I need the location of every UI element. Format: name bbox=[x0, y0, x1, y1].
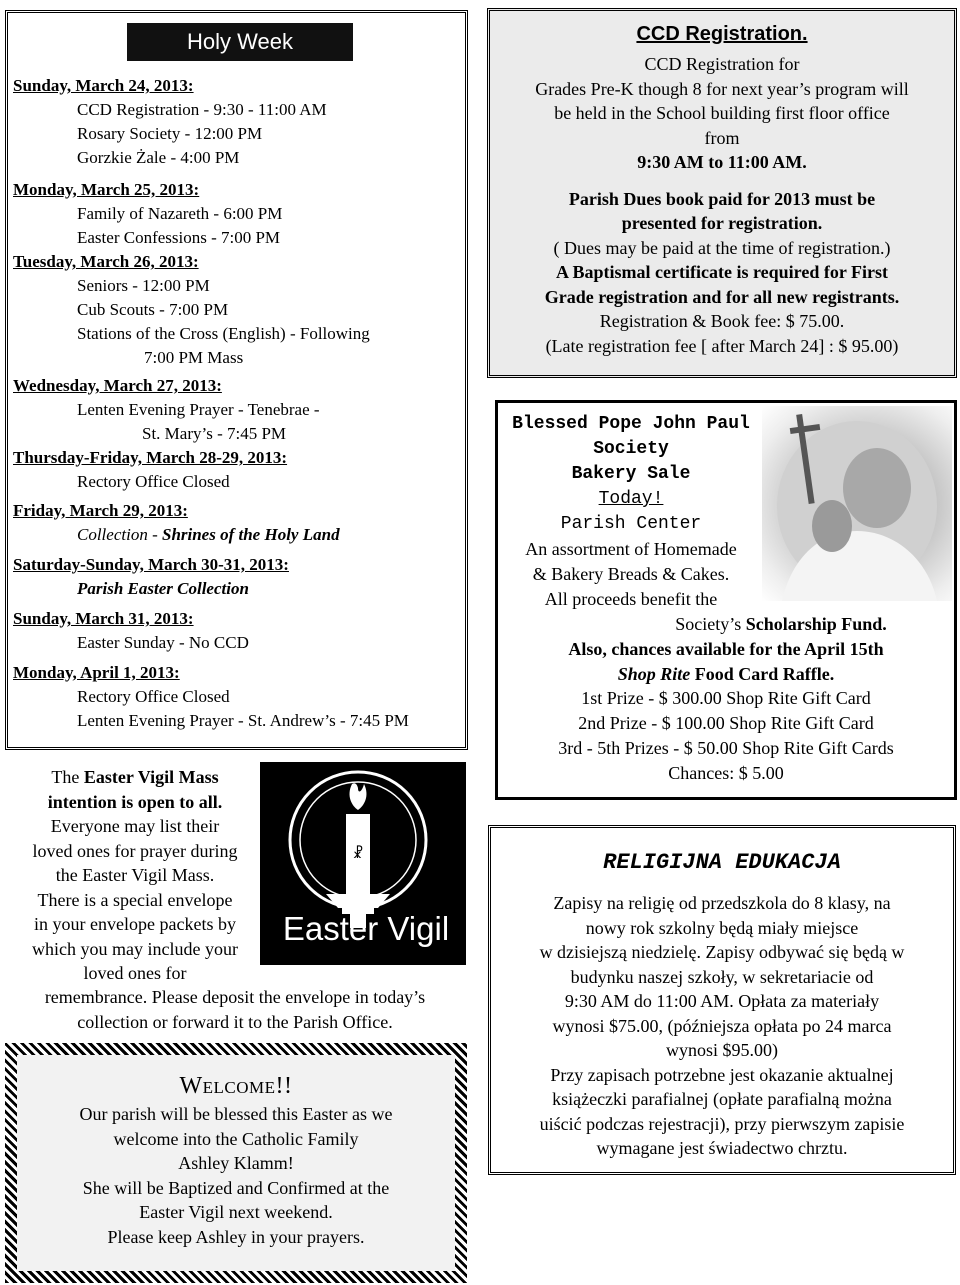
vigil-line: The bbox=[51, 767, 84, 787]
pope-photo bbox=[762, 406, 952, 601]
vigil-line-bold: Easter Vigil Mass bbox=[83, 767, 219, 787]
vigil-line: which you may include your bbox=[32, 938, 238, 959]
schedule-item: Gorzkie Żale - 4:00 PM bbox=[77, 148, 240, 167]
bakery-title bbox=[500, 412, 762, 486]
bakery-desc-line: An assortment of Homemade bbox=[525, 539, 737, 559]
polish-line: wymagane jest świadectwo chrztu. bbox=[596, 1138, 848, 1158]
schedule-monday-apr1 bbox=[13, 661, 463, 733]
welcome-line: Ashley Klamm! bbox=[178, 1153, 294, 1173]
polish-line: nowy rok szkolny będą miały miejsce bbox=[585, 917, 859, 938]
ccd-time: 9:30 AM to 11:00 AM. bbox=[637, 152, 807, 172]
polish-line: Przy zapisach potrzebne jest okazanie aktualnej bbox=[550, 1064, 894, 1085]
bakery-raffle-line: Also, chances available for the April 15th bbox=[568, 638, 884, 659]
easter-vigil-graphic bbox=[260, 762, 466, 965]
ccd-title: CCD Registration. bbox=[636, 23, 808, 45]
pope-portrait-icon bbox=[762, 406, 952, 601]
bakery-prize: 3rd - 5th Prizes - $ 50.00 Shop Rite Gift Cards bbox=[558, 737, 894, 758]
ccd-dues-note: ( Dues may be paid at the time of registration.) bbox=[553, 237, 891, 258]
svg-text:☧: ☧ bbox=[352, 846, 364, 862]
ccd-line: Grades Pre-K though 8 for next year’s program will bbox=[535, 78, 909, 99]
schedule-item: Stations of the Cross (English) - Following bbox=[77, 324, 370, 343]
bakery-raffle-line: Food Card Raffle. bbox=[690, 663, 835, 684]
welcome-line: welcome into the Catholic Family bbox=[113, 1128, 359, 1149]
bakery-place: Parish Center bbox=[560, 513, 702, 534]
schedule-date: Friday, March 29, 2013: bbox=[13, 501, 188, 520]
schedule-item: Parish Easter Collection bbox=[77, 579, 249, 598]
collection-name: Shrines of the Holy Land bbox=[161, 525, 340, 544]
polish-line: 9:30 AM do 11:00 AM. Opłata za materiały bbox=[564, 991, 880, 1011]
bakery-chances: Chances: $ 5.00 bbox=[668, 762, 784, 783]
bakery-prize: 1st Prize - $ 300.00 Shop Rite Gift Card bbox=[581, 688, 871, 709]
welcome-line: Easter Vigil next weekend. bbox=[139, 1202, 333, 1222]
ccd-baptism: Grade registration and for all new registrants. bbox=[544, 286, 900, 307]
schedule-date: Monday, March 25, 2013: bbox=[13, 180, 200, 199]
schedule-sunday-mar24 bbox=[13, 74, 463, 170]
polish-line: Zapisy na religię od przedszkola do 8 klasy, na bbox=[553, 893, 891, 913]
ccd-baptism: A Baptismal certificate is required for First bbox=[556, 262, 888, 282]
schedule-saturday-sunday bbox=[13, 553, 463, 601]
ccd-dues: presented for registration. bbox=[621, 213, 823, 233]
welcome-box bbox=[5, 1043, 467, 1283]
ccd-registration-box bbox=[487, 8, 957, 378]
schedule-date: Tuesday, March 26, 2013: bbox=[13, 252, 199, 271]
schedule-date: Sunday, March 31, 2013: bbox=[13, 609, 194, 628]
schedule-date: Sunday, March 24, 2013: bbox=[13, 76, 194, 95]
vigil-line: the Easter Vigil Mass. bbox=[55, 865, 215, 885]
vigil-line: loved ones for bbox=[83, 963, 187, 983]
schedule-item: Lenten Evening Prayer - St. Andrew’s - 7:45 PM bbox=[77, 711, 409, 730]
ccd-late-fee: (Late registration fee [ after March 24] : $ 95.00) bbox=[545, 335, 899, 356]
polish-line: książeczki parafialnej (opłate parafialną można bbox=[552, 1089, 892, 1109]
ccd-dues: Parish Dues book paid for 2013 must be bbox=[568, 188, 876, 209]
vigil-line: remembrance. Please deposit the envelope in today’s bbox=[44, 987, 426, 1007]
bakery-when-where bbox=[500, 487, 762, 537]
easter-vigil-notice bbox=[5, 765, 265, 986]
religious-education-title: RELIGIJNA EDUKACJA bbox=[603, 850, 841, 875]
schedule-thursday-friday bbox=[13, 446, 463, 494]
collection-label: Collection - bbox=[77, 525, 162, 544]
bakery-today: Today! bbox=[598, 489, 664, 509]
schedule-item: Cub Scouts - 7:00 PM bbox=[77, 300, 229, 319]
vigil-line: Everyone may list their bbox=[50, 816, 220, 836]
welcome-body bbox=[17, 1102, 455, 1249]
schedule-sunday-mar31 bbox=[13, 607, 463, 655]
schedule-item: 7:00 PM Mass bbox=[144, 348, 244, 367]
schedule-item: Lenten Evening Prayer - Tenebrae - bbox=[77, 400, 320, 419]
polish-line: w dzisiejszą niedzielę. Zapisy odbywać się będą w bbox=[539, 942, 905, 962]
vigil-line: loved ones for prayer during bbox=[32, 840, 238, 861]
polish-line: wynosi $75.00, (późniejsza opłata po 24 marca bbox=[552, 1015, 892, 1036]
schedule-item: Easter Sunday - No CCD bbox=[77, 633, 249, 652]
ccd-line: be held in the School building first floor office bbox=[554, 103, 890, 123]
holy-week-title: Holy Week bbox=[127, 23, 353, 61]
schedule-item: CCD Registration - 9:30 - 11:00 AM bbox=[77, 100, 327, 119]
vigil-line: in your envelope packets by bbox=[34, 914, 236, 934]
bakery-title-line: Society bbox=[593, 438, 669, 459]
bakery-desc-line: All proceeds benefit the bbox=[544, 588, 718, 609]
bakery-title-line: Bakery Sale bbox=[571, 463, 691, 484]
welcome-line: She will be Baptized and Confirmed at the bbox=[82, 1177, 390, 1198]
schedule-item: Rosary Society - 12:00 PM bbox=[77, 124, 263, 143]
schedule-wednesday-mar27 bbox=[13, 374, 463, 446]
bakery-fund-pre: Society’s bbox=[675, 614, 746, 634]
ccd-line: from bbox=[704, 127, 740, 148]
vigil-line-bold: intention is open to all. bbox=[47, 791, 223, 812]
polish-line: budynku naszej szkoły, w sekretariacie od bbox=[570, 966, 874, 987]
schedule-date: Saturday-Sunday, March 30-31, 2013: bbox=[13, 555, 289, 574]
bakery-desc-line: & Bakery Breads & Cakes. bbox=[532, 563, 730, 584]
religious-education-box bbox=[488, 825, 956, 1175]
schedule-item bbox=[13, 523, 463, 547]
bakery-prize: 2nd Prize - $ 100.00 Shop Rite Gift Card bbox=[578, 713, 874, 734]
welcome-line: Please keep Ashley in your prayers. bbox=[107, 1226, 365, 1247]
schedule-date: Thursday-Friday, March 28-29, 2013: bbox=[13, 448, 288, 467]
easter-vigil-notice-cont bbox=[0, 985, 470, 1034]
schedule-item: Rectory Office Closed bbox=[77, 687, 230, 706]
schedule-item: St. Mary’s - 7:45 PM bbox=[142, 424, 287, 443]
schedule-tuesday-mar26 bbox=[13, 250, 463, 370]
schedule-monday-mar25 bbox=[13, 178, 463, 250]
bakery-raffle bbox=[498, 612, 954, 786]
schedule-friday-mar29 bbox=[13, 499, 463, 547]
bakery-shoprite: Shop Rite bbox=[617, 663, 691, 684]
easter-vigil-graphic-text: Easter Vigil bbox=[282, 910, 450, 947]
welcome-line: Our parish will be blessed this Easter as we bbox=[79, 1104, 393, 1124]
bakery-description bbox=[500, 537, 762, 611]
ccd-fee: Registration & Book fee: $ 75.00. bbox=[599, 311, 845, 331]
polish-line: uiścić podczas rejestracji), przy pierwszym zapisie bbox=[539, 1113, 905, 1134]
religious-education-body bbox=[491, 891, 953, 1161]
polish-line: wynosi $95.00) bbox=[666, 1040, 778, 1060]
vigil-line: There is a special envelope bbox=[37, 889, 233, 910]
schedule-item: Family of Nazareth - 6:00 PM bbox=[77, 204, 283, 223]
welcome-title: Welcome!! bbox=[179, 1073, 293, 1099]
schedule-item: Seniors - 12:00 PM bbox=[77, 276, 210, 295]
vigil-line: collection or forward it to the Parish Office. bbox=[77, 1011, 393, 1032]
schedule-date: Wednesday, March 27, 2013: bbox=[13, 376, 222, 395]
ccd-line: CCD Registration for bbox=[644, 54, 800, 74]
bakery-fund: Scholarship Fund. bbox=[745, 614, 887, 634]
schedule-date: Monday, April 1, 2013: bbox=[13, 663, 180, 682]
schedule-item: Rectory Office Closed bbox=[77, 472, 230, 491]
schedule-item: Easter Confessions - 7:00 PM bbox=[77, 228, 281, 247]
bakery-title-line: Blessed Pope John Paul bbox=[512, 414, 750, 434]
